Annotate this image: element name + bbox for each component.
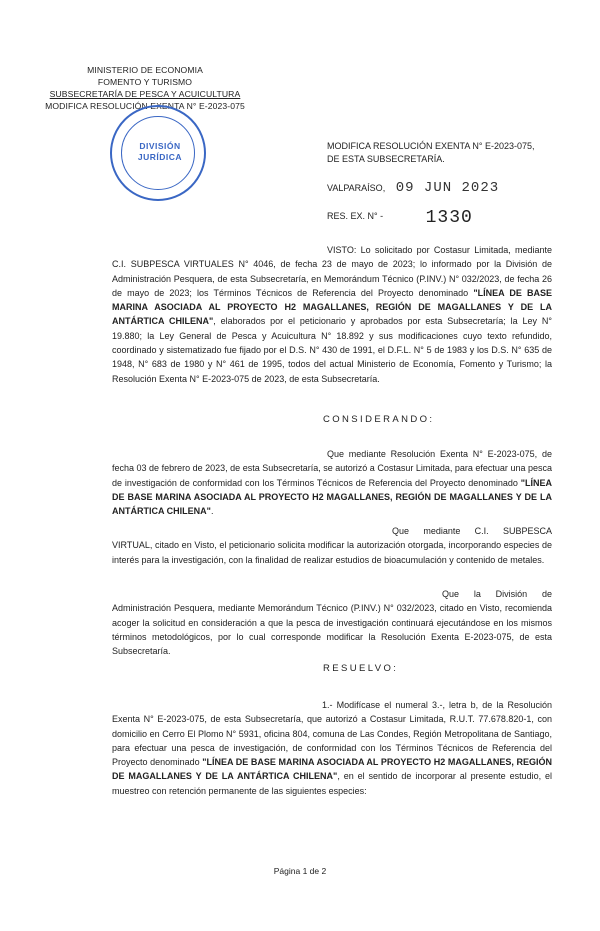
considerando-p1-text: Que mediante Resolución Exenta N° E-2023-075, de fecha 03 de febrero de 2023, de esta Subsecretaría, se autorizó a Costasur Limitada, para efectuar una pesca de investigación de conformidad con los Términos Técnicos de Referencia del Proyecto denominado xyxy=(112,449,552,488)
reference-block xyxy=(327,140,535,166)
considerando-p1-end: . xyxy=(210,506,214,517)
considerando-paragraph-1 xyxy=(112,447,552,518)
ministry-header xyxy=(40,64,250,112)
reference-line-2: DE ESTA SUBSECRETARÍA. xyxy=(327,154,445,164)
place-date xyxy=(327,182,499,195)
subsecretaria-name: SUBSECRETARÍA DE PESCA Y ACUICULTURA xyxy=(49,89,241,99)
resolution-number: 1330 xyxy=(425,208,473,228)
ministry-name: MINISTERIO DE ECONOMIA xyxy=(87,65,203,75)
page-number: Página 1 de 2 xyxy=(273,866,327,876)
resolution-label: RES. EX. N° - xyxy=(327,211,384,221)
stamp-line-2: JURÍDICA xyxy=(137,152,183,162)
resuelvo-p1-text: 1.- Modifícase el numeral 3.-, letra b, de la Resolución Exenta N° E-2023-075, de esta Subsecretaría, que autorizó a Costasur Limitada, R.U.T. 77.678.820-1, con domicilio en Cerro El Plomo N° 5931, oficina 804, comuna de Las Condes, Región Metropolitana de Santiago, para efectuar una pesca de investigación, de conformidad con los Términos Técnicos de Referencia del Proyecto denominado xyxy=(112,700,552,768)
stamp-line-1: DIVISIÓN xyxy=(139,141,181,151)
resuelvo-heading: RESUELVO: xyxy=(323,663,399,674)
visto-project-name: "LÍNEA DE BASE MARINA ASOCIADA AL PROYECTO H2 MAGALLANES, REGIÓN DE MAGALLANES Y DE LA ANTÁRTICA CHILENA" xyxy=(112,287,552,327)
considerando-heading: CONSIDERANDO: xyxy=(323,414,435,425)
resolution-number-line xyxy=(327,208,473,228)
considerando-p1-project: "LÍNEA DE BASE MARINA ASOCIADA AL PROYECTO H2 MAGALLANES, REGIÓN DE MAGALLANES Y DE LA ANTÁRTICA CHILENA" xyxy=(112,477,552,517)
division-juridica-stamp xyxy=(110,105,206,201)
considerando-paragraph-3: Que la División de Administración Pesquera, mediante Memorándum Técnico (P.INV.) N° 032/2023, citado en Visto, recomienda acoger la solicitud en consideración a que la pesca de investigación continuará ejecutándose en los mismos términos metodológicos, por lo cual corresponde modificar la Resolución Exenta E-2023-075, de esta Subsecretaría. xyxy=(112,589,552,657)
visto-lead: VISTO: xyxy=(327,245,357,255)
reference-line-1: MODIFICA RESOLUCIÓN EXENTA N° E-2023-075, xyxy=(327,141,535,151)
visto-paragraph xyxy=(112,243,552,386)
date-stamp: 09 JUN 2023 xyxy=(395,180,500,196)
city: VALPARAÍSO, xyxy=(327,183,386,193)
resuelvo-paragraph-1 xyxy=(112,698,552,798)
resuelvo-p1-end: , en el sentido de incorporar al presente estudio, el muestreo con retención permanente de las siguientes especies: xyxy=(112,771,552,796)
resuelvo-p1-project: "LÍNEA DE BASE MARINA ASOCIADA AL PROYECTO H2 MAGALLANES, REGIÓN DE MAGALLANES Y DE LA ANTÁRTICA CHILENA" xyxy=(112,757,552,782)
considerando-paragraph-2: Que mediante C.I. SUBPESCA VIRTUAL, citado en Visto, el peticionario solicita modificar la autorización otorgada, incorporando especies de interés para la investigación, con la finalidad de realizar estudios de bioacumulación y contenido de metales. xyxy=(112,526,552,565)
visto-text-1: Lo solicitado por Costasur Limitada, mediante C.I. SUBPESCA VIRTUALES N° 4046, de fecha 23 de mayo de 2023; lo informado por la División de Administración Pesquera, de esta Subsecretaría, en Memorándum Técnico (P.INV.) N° 032/2023, de fecha 26 de mayo de 2023; los Términos Técnicos de Referencia del Proyecto denominado xyxy=(112,245,552,298)
ministry-subname: FOMENTO Y TURISMO xyxy=(97,77,193,87)
document-subject: MODIFICA RESOLUCIÓN EXENTA N° E-2023-075 xyxy=(45,101,245,111)
visto-text-2: , elaborados por el peticionario y aprobados por esta Subsecretaría; la Ley N° 19.880; la Ley General de Pesca y Acuicultura N° 18.892 y sus modificaciones cuyo texto refundido, coordinado y sistematizado fue fijado por el D.S. N° 430 de 1991, el D.F.L. N° 5 de 1983 y los D.S. N° 635 de 1948, N° 683 de 1980 y N° 461 de 1995, todos del actual Ministerio de Economía, Fomento y Turismo; la Resolución Exenta N° E-2023-075 de 2023, de esta Subsecretaría. xyxy=(112,316,552,384)
